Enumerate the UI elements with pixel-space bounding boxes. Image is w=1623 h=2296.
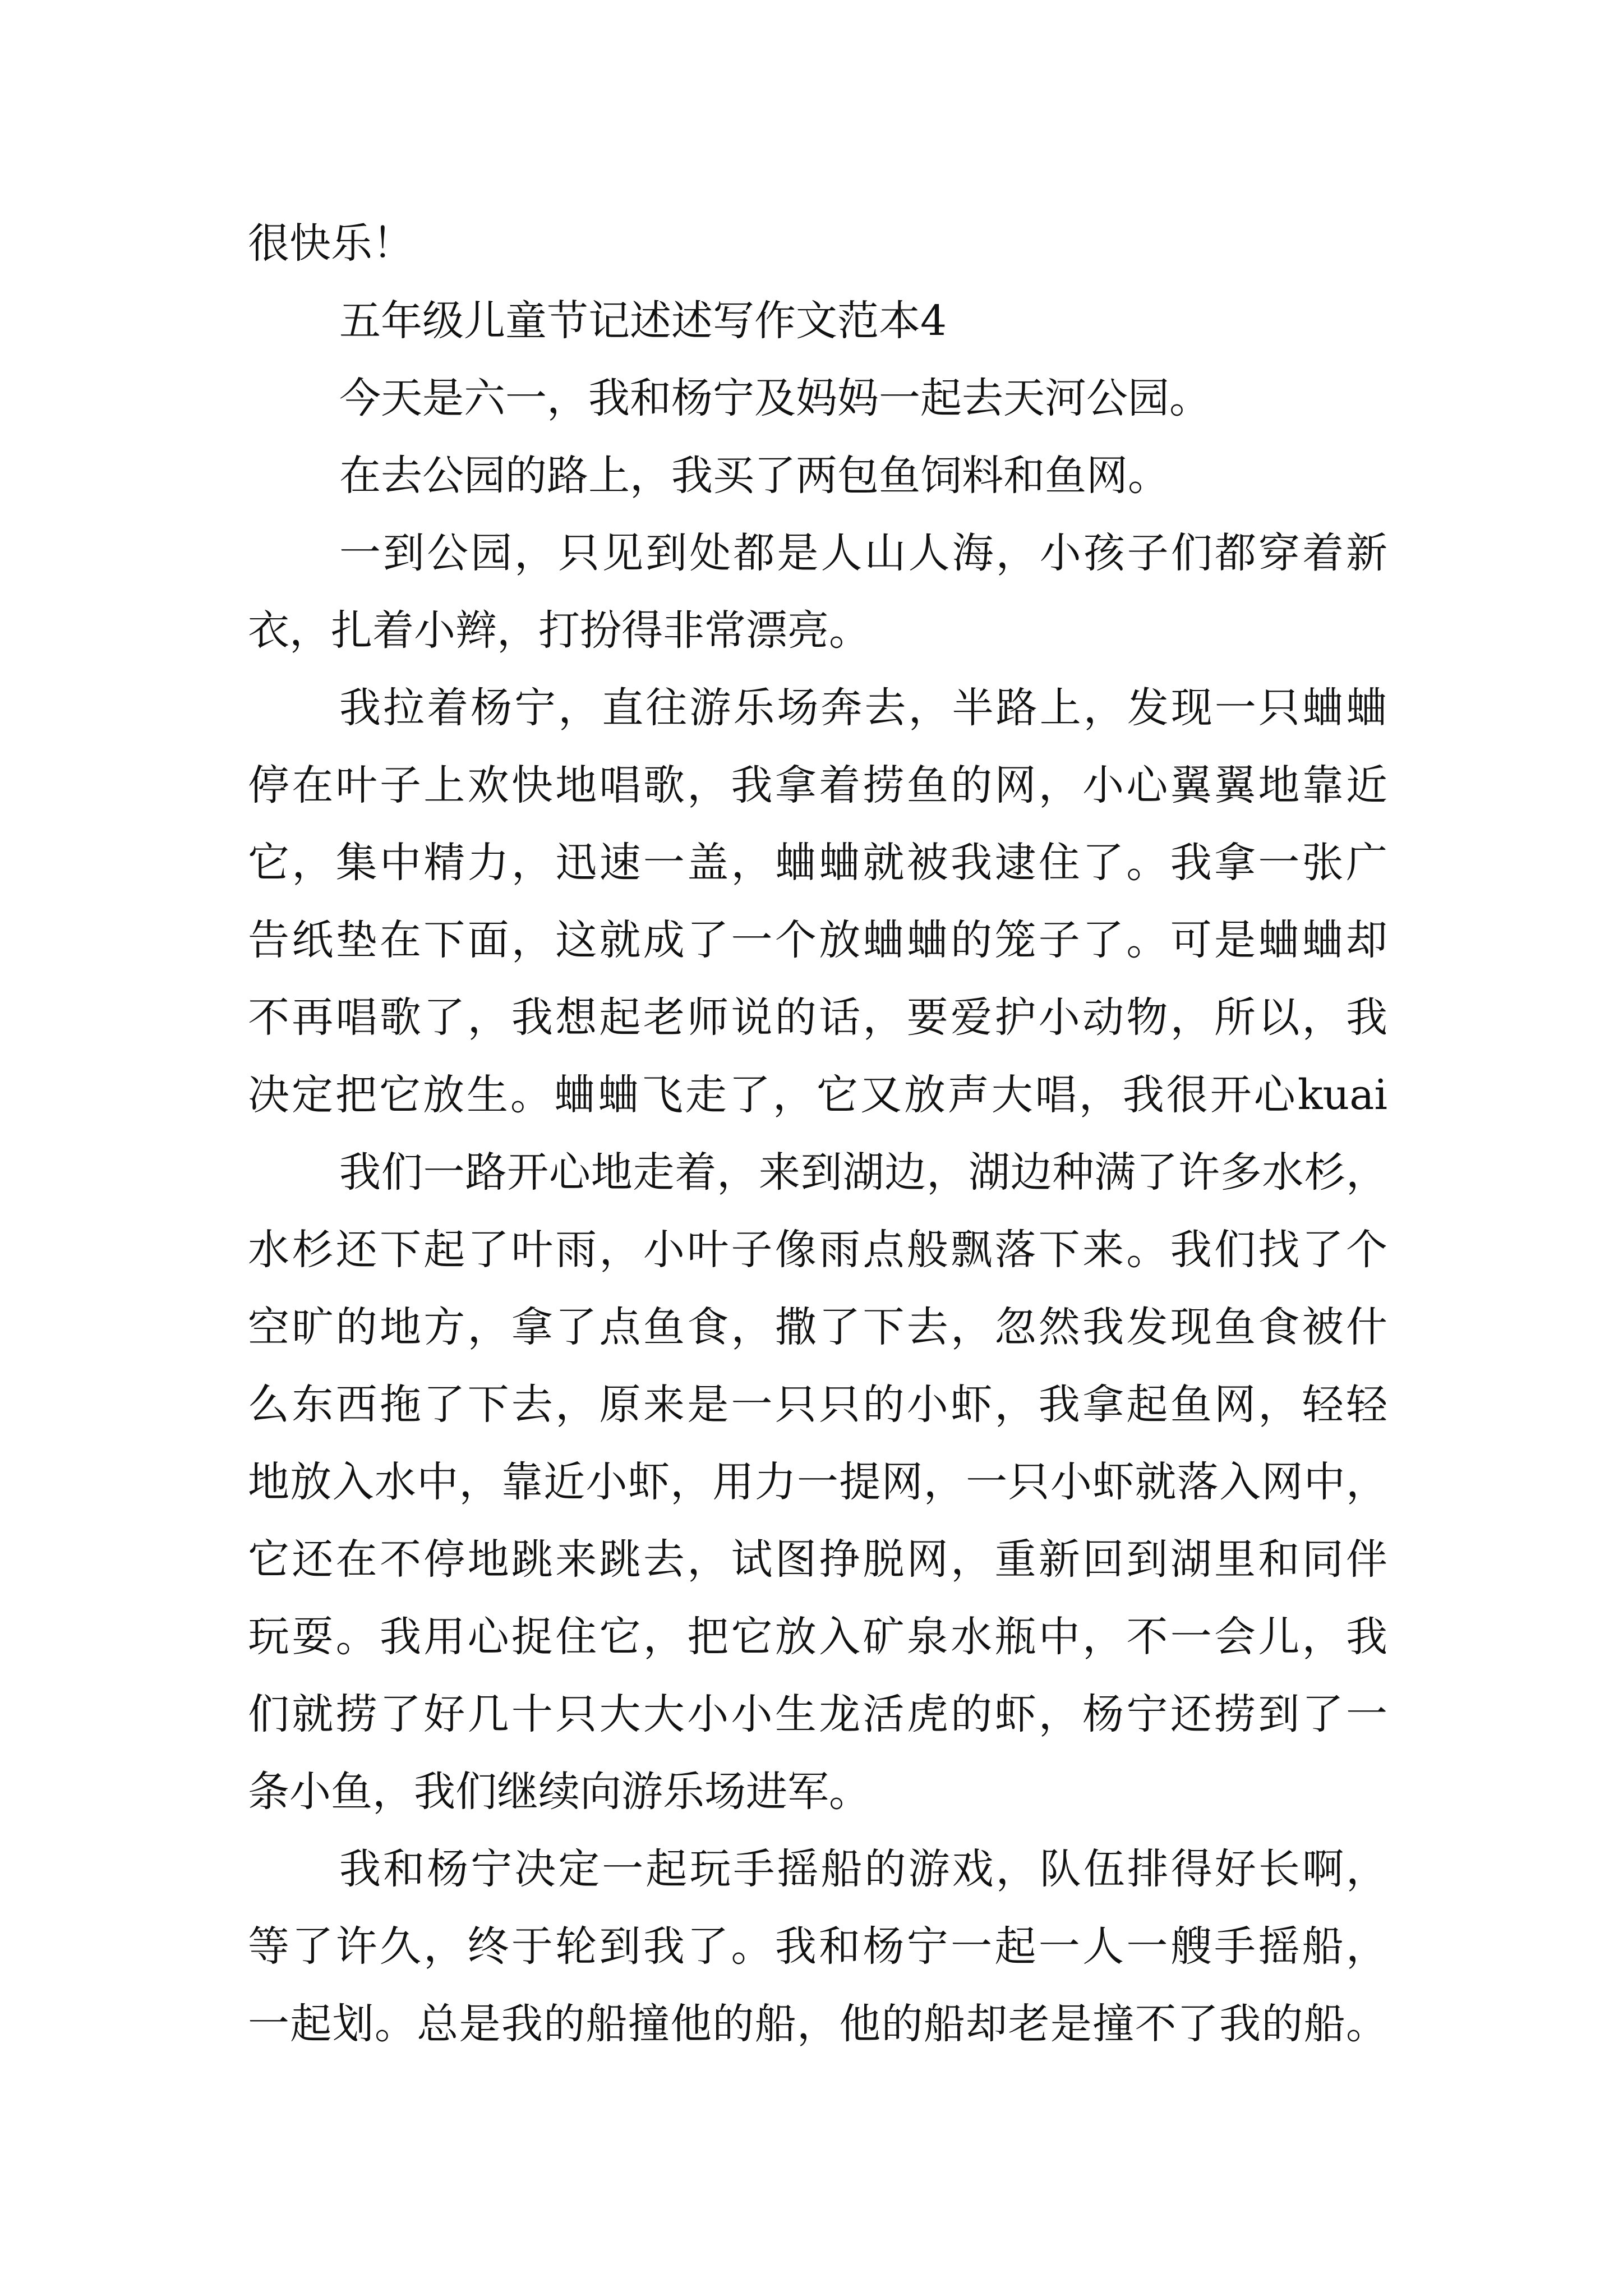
- text-line: 我们一路开心地走着，来到湖边，湖边种满了许多水杉，: [339, 1148, 1387, 1197]
- text-line: 它还在不停地跳来跳去，试图挣脱网，重新回到湖里和同伴: [248, 1535, 1387, 1584]
- title-line: 五年级儿童节记述述写作文范本4: [339, 297, 947, 345]
- text-line: 们就捞了好几十只大大小小生龙活虎的虾，杨宁还捞到了一: [248, 1690, 1387, 1738]
- text-line: 条小鱼，我们继续向游乐场进军。: [248, 1768, 870, 1816]
- text-line: 它，集中精力，迅速一盖，蛐蛐就被我逮住了。我拿一张广: [248, 839, 1387, 887]
- text-line: 告纸垫在下面，这就成了一个放蛐蛐的笼子了。可是蛐蛐却: [248, 916, 1387, 964]
- paragraph: [248, 1830, 1387, 2063]
- text-line: 决定把它放生。蛐蛐飞走了，它又放声大唱，我很开心kuai: [248, 1071, 1387, 1119]
- continued-paragraph: [248, 205, 1387, 282]
- text-line: 很快乐！: [248, 219, 414, 268]
- paragraph: [248, 514, 1387, 669]
- text-line: 一起划。总是我的船撞他的船，他的船却老是撞不了我的船。: [248, 2000, 1387, 2048]
- text-line: 不再唱歌了，我想起老师说的话，要爱护小动物，所以，我: [248, 993, 1387, 1042]
- text-line: 一到公园，只见到处都是人山人海，小孩子们都穿着新: [339, 529, 1387, 577]
- text-line: 空旷的地方，拿了点鱼食，撒了下去，忽然我发现鱼食被什: [248, 1303, 1387, 1351]
- paragraph: [248, 437, 1387, 514]
- text-line: 衣，扎着小辫，打扮得非常漂亮。: [248, 606, 870, 655]
- text-line: 地放入水中，靠近小虾，用力一提网，一只小虾就落入网中，: [248, 1458, 1387, 1506]
- paragraph: [248, 669, 1387, 1134]
- text-line: 我拉着杨宁，直往游乐场奔去，半路上，发现一只蛐蛐: [339, 684, 1387, 732]
- paragraph: [248, 1134, 1387, 1830]
- essay-title: [248, 282, 1387, 360]
- text-line: 停在叶子上欢快地唱歌，我拿着捞鱼的网，小心翼翼地靠近: [248, 761, 1387, 809]
- text-line: 在去公园的路上，我买了两包鱼饲料和鱼网。: [339, 452, 1169, 500]
- text-line: 我和杨宁决定一起玩手摇船的游戏，队伍排得好长啊，: [339, 1845, 1387, 1893]
- text-line: 今天是六一，我和杨宁及妈妈一起去天河公园。: [339, 374, 1211, 422]
- text-line: 等了许久，终于轮到我了。我和杨宁一起一人一艘手摇船，: [248, 1922, 1387, 1971]
- paragraph: [248, 360, 1387, 437]
- document-page: [248, 205, 1387, 2063]
- text-line: 么东西拖了下去，原来是一只只的小虾，我拿起鱼网，轻轻: [248, 1381, 1387, 1429]
- text-line: 水杉还下起了叶雨，小叶子像雨点般飘落下来。我们找了个: [248, 1226, 1387, 1274]
- text-line: 玩耍。我用心捉住它，把它放入矿泉水瓶中，不一会儿，我: [248, 1613, 1387, 1661]
